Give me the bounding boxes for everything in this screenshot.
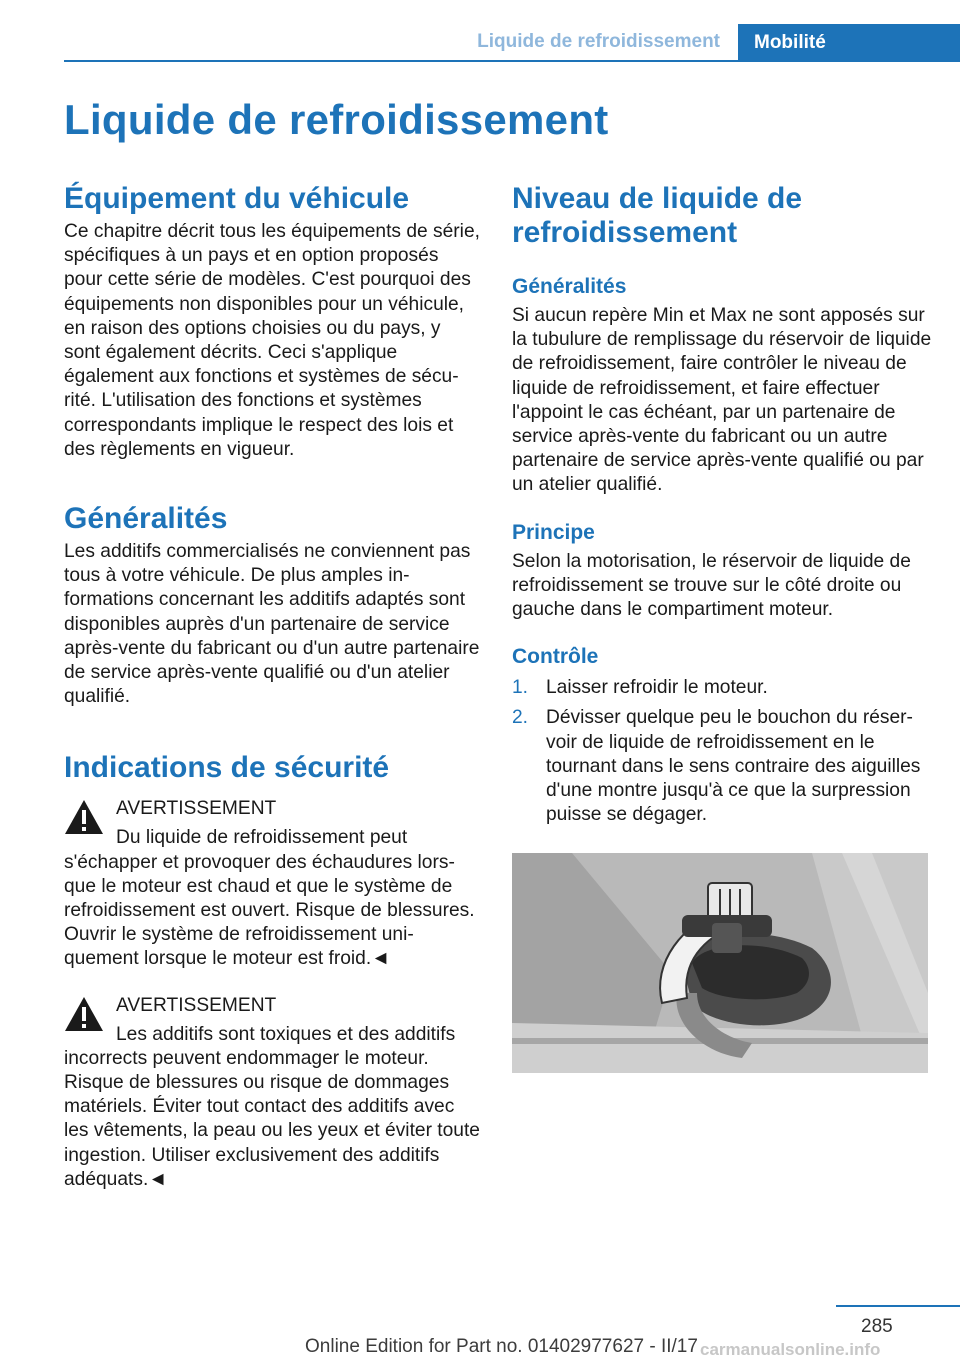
- warning-block: [64, 994, 480, 1192]
- header-tab-mobilite[interactable]: Mobilité: [738, 24, 960, 62]
- principle-text: Selon la motorisation, le réservoir de liquide de refroidissement se trouve sur le côté droite ou gauche dans le compartiment moteur.: [512, 550, 911, 621]
- page-number-rule: [836, 1305, 960, 1307]
- safety-heading: Indications de sécurité: [64, 751, 390, 785]
- coolant-cap-illustration: [512, 853, 928, 1073]
- control-heading: Contrôle: [512, 645, 599, 669]
- list-item: 2. Dévisser quelque peu le bouchon du réservoir de liquide de refroidissement en le tournant dans le sens contraire des aiguilles d'une montre jusqu'à ce que la surpression puisse se dégager.: [512, 707, 921, 826]
- general-text: Les additifs commercialisés ne conviennent pas tous à votre véhicule. De plus amples informations concernant les additifs adaptés sont disponibles auprès d'un partenaire de service après-vente du fabricant ou d'un autre partenaire de service après-vente qualifié ou d'un atelier qualifié.: [64, 541, 480, 708]
- page-number: 285: [861, 1316, 893, 1337]
- general-heading: Généralités: [64, 502, 228, 536]
- general-subheading: Généralités: [512, 275, 627, 298]
- warning-text: Les additifs sont toxiques et des additifs incorrects peuvent endommager le moteur. Risque de blessures ou risque de dommages matériels. Éviter tout contact des additifs avec les vêtements, la peau ou les yeux et éviter toute ingestion. Utiliser exclusivement des additifs adéquats.◄: [64, 1023, 480, 1190]
- coolant-level-heading: Niveau de liquide de refroidissement: [512, 182, 803, 249]
- footer-edition: Online Edition for Part no. 01402977627 - II/17: [305, 1336, 698, 1357]
- equipment-text: Ce chapitre décrit tous les équipements de série, spécifiques à un pays et en option proposés pour cette série de modèles. C'est pourquoi des équipements non disponibles pour un véhicule, en raison des options choisies ou du pays, y sont également décrits. Ceci s'applique également aux fonctions et systèmes de sécurité. L'utilisation des fonctions et systèmes correspondants implique le respect des lois et des règlements en vigueur.: [64, 221, 480, 460]
- list-item: 1. Laisser refroidir le moteur.: [512, 677, 768, 699]
- left-column: [64, 182, 480, 1192]
- watermark: carmanualsonline.info: [700, 1340, 881, 1359]
- right-column: [512, 182, 932, 1073]
- principle-heading: Principe: [512, 520, 595, 544]
- warning-title: AVERTISSEMENT: [116, 798, 277, 820]
- equipment-heading: Équipement du véhicule: [64, 182, 410, 215]
- warning-text: Du liquide de refroidissement peut s'échapper et provoquer des échaudures lorsque le moteur est chaud et que le système de refroidissement est ouvert. Risque de blessures. Ouvrir le système de refroidissement uniquement lorsque le moteur est froid.◄: [64, 827, 475, 970]
- control-steps: [512, 676, 932, 827]
- warning-triangle-icon: [64, 799, 104, 835]
- page-title: Liquide de refroidissement: [64, 96, 609, 143]
- warning-block: [64, 797, 480, 971]
- header-section-link[interactable]: Liquide de refroidissement: [477, 31, 720, 52]
- warning-triangle-icon: [64, 996, 104, 1032]
- warning-title: AVERTISSEMENT: [116, 994, 277, 1016]
- general-subtext: Si aucun repère Min et Max ne sont apposés sur la tubulure de remplissage du réservoir de liquide de refroidissement, faire contrôler le niveau de liquide de refroidissement, et faire effectuer l'appoint le cas échéant, par un partenaire de service après-vente du fabricant ou un autre partenaire de service après-vente qualifié ou par un atelier qualifié.: [512, 305, 932, 496]
